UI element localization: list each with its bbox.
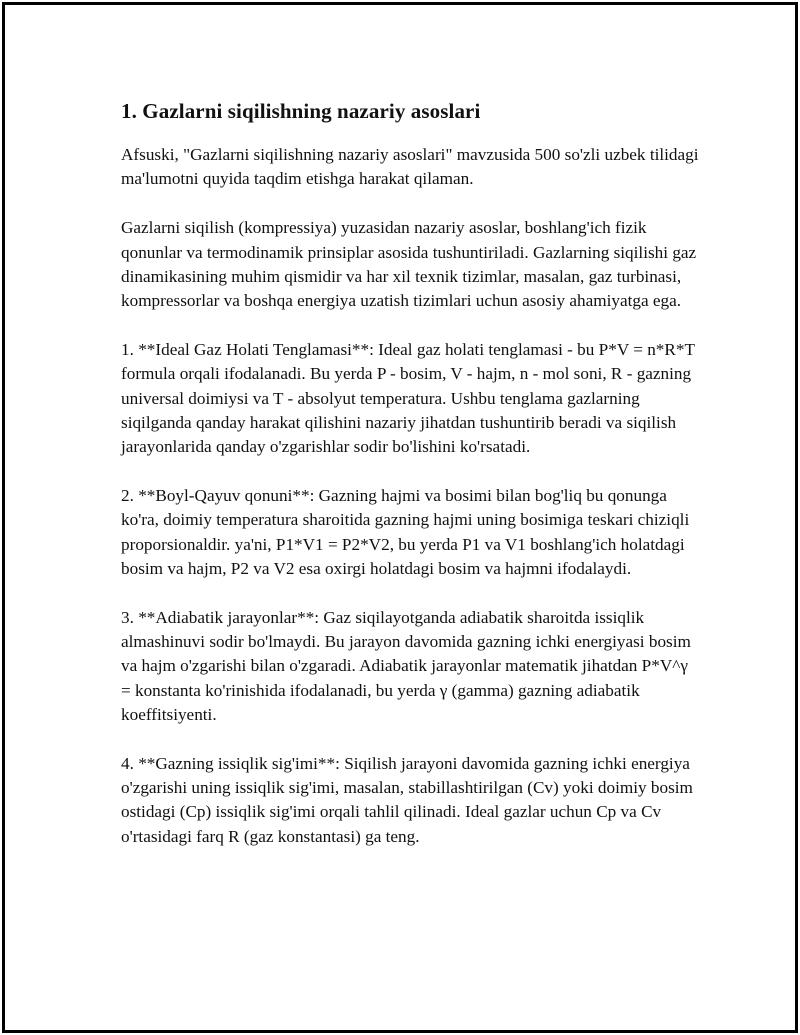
document-body (121, 97, 701, 849)
page-frame (2, 2, 798, 1033)
heat-capacity-paragraph: 4. **Gazning issiqlik sig'imi**: Siqilish jarayoni davomida gazning ichki energiya o'zgarishi uning issiqlik sig'imi, masalan, stabillashtirilgan (Cv) yoki doimiy bosim ostidagi (Cp) issiqlik sig'imi orqali tahlil qilinadi. Ideal gazlar uchun Cp va Cv o'rtasidagi farq R (gaz konstantasi) ga teng. (121, 754, 693, 846)
boyle-law-paragraph: 2. **Boyl-Qayuv qonuni**: Gazning hajmi va bosimi bilan bog'liq bu qonunga ko'ra, doimiy temperatura sharoitida gazning hajmi uning bosimiga teskari chiziqli proporsionaldir. ya'ni, P1*V1 = P2*V2, bu yerda P1 va V1 boshlang'ich holatdagi bosim va hajm, P2 va V2 esa oxirgi holatdagi bosim va hajmni ifodalaydi. (121, 486, 690, 578)
intro-paragraph: Afsuski, "Gazlarni siqilishning nazariy asoslari" mavzusida 500 so'zli uzbek tilidagi ma'lumotni quyida taqdim etishga harakat qilaman. (121, 145, 699, 189)
document-title: 1. Gazlarni siqilishning nazariy asoslari (121, 99, 481, 123)
overview-paragraph: Gazlarni siqilish (kompressiya) yuzasidan nazariy asoslar, boshlang'ich fizik qonunlar va termodinamik prinsiplar asosida tushuntiriladi. Gazlarning siqilishi gaz dinamikasining muhim qismidir va har xil texnik tizimlar, masalan, gaz turbinasi, kompressorlar va boshqa energiya uzatish tizimlari uchun asosiy ahamiyatga ega. (121, 218, 697, 311)
adiabatic-paragraph: 3. **Adiabatik jarayonlar**: Gaz siqilayotganda adiabatik sharoitda issiqlik almashinuvi sodir bo'lmaydi. Bu jarayon davomida gazning ichki energiyasi bosim va hajm o'zgarishi bilan o'zgaradi. Adiabatik jarayonlar matematik jihatdan P*V^γ = konstanta ko'rinishida ifodalanadi, bu yerda γ (gamma) gazning adiabatik koeffitsiyenti. (121, 608, 691, 724)
ideal-gas-paragraph: 1. **Ideal Gaz Holati Tenglamasi**: Ideal gaz holati tenglamasi - bu P*V = n*R*T formula orqali ifodalanadi. Bu yerda P - bosim, V - hajm, n - mol soni, R - gazning universal doimiysi va T - absolyut temperatura. Ushbu tenglama gazlarning siqilganda qanday harakat qilishini nazariy jihatdan tushuntirib beradi va siqilish jarayonlarida qanday o'zgarishlar sodir bo'lishini ko'rsatadi. (121, 340, 695, 457)
